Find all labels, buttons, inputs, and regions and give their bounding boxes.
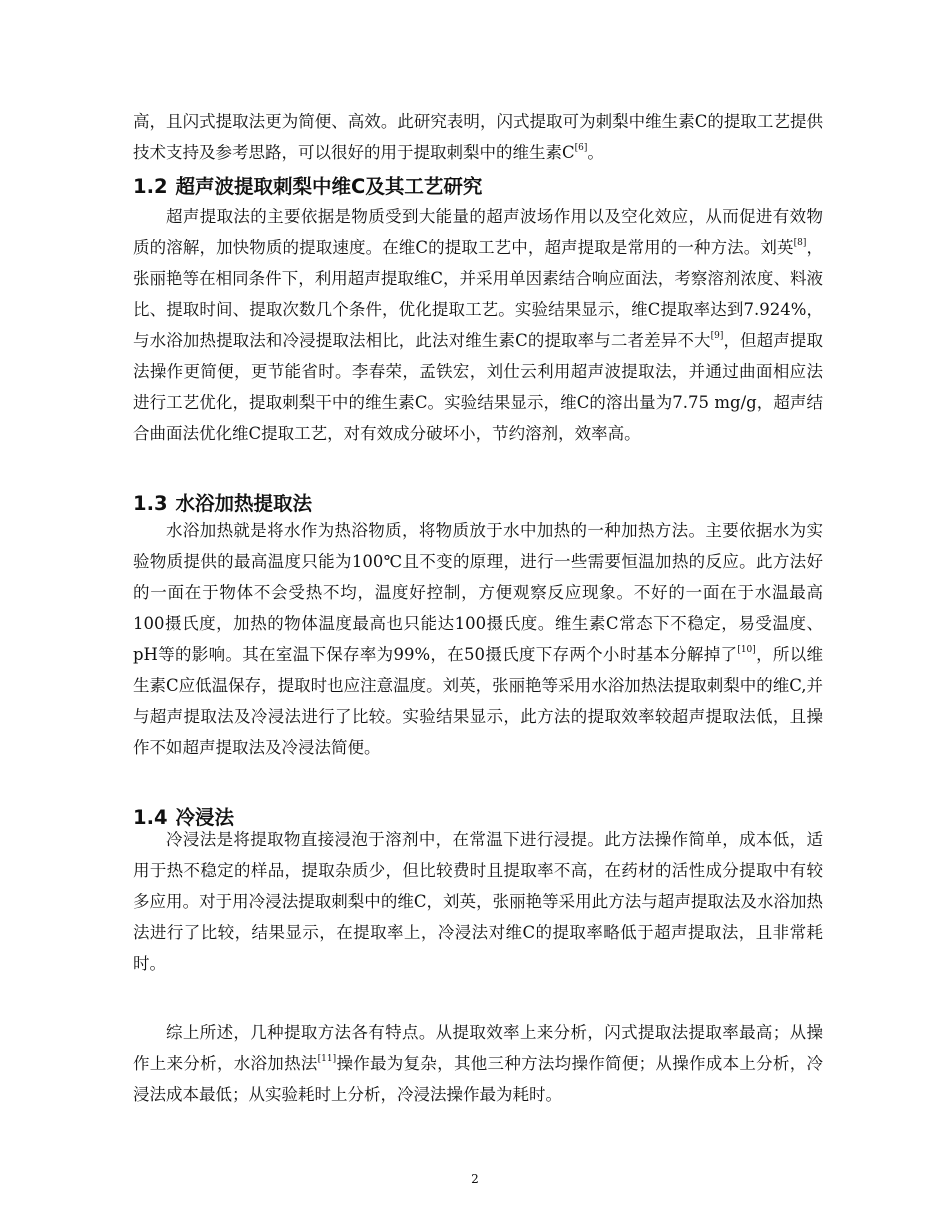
citation-6: [6] [574,143,588,153]
paragraph-text: ，所以维生素C应低温保存，提取时也应注意温度。刘英，张丽艳等采用水浴加热法提取刺梨中的维C,并与超声提取法及冷浸法进行了比较。实验结果显示，此方法的提取效率较超声提取法低，且操作不如超声提取法及冷浸法简便。 [133,645,823,757]
intro-text: 高，且闪式提取法更为简便、高效。此研究表明，闪式提取可为刺梨中维生素C的提取工艺提供技术支持及参考思路，可以很好的用于提取刺梨中的维生素C [133,112,823,162]
section-title: 冷浸法 [175,806,235,829]
citation-10: [10] [737,645,756,655]
paragraph-text: 操作最为复杂，其他三种方法均操作简便；从操作成本上分析，冷浸法成本最低；从实验耗时上分析，冷浸法操作最为耗时。 [133,1054,824,1104]
paragraph-text: ，张丽艳等在相同条件下，利用超声提取维C，并采用单因素结合响应面法，考察溶剂浓度、料液比、提取时间、提取次数几个条件，优化提取工艺。实验结果显示，维C提取率达到7.924%，与水浴加热提取法和冷浸提取法相比，此法对维生素C的提取率与二者差异不大 [133,238,824,350]
section-number: 1.3 [133,492,168,515]
intro-tail: 。 [587,143,604,162]
paragraph-text: 综上所述，几种提取方法各有特点。从提取效率上来分析，闪式提取法提取率最高；从操作上来分析，水浴加热法 [133,1023,823,1073]
citation-9: [9] [710,331,724,341]
intro-paragraph [133,106,823,168]
paragraph-text: 冷浸法是将提取物直接浸泡于溶剂中，在常温下进行浸提。此方法操作简单，成本低，适用于热不稳定的样品，提取杂质少，但比较费时且提取率不高，在药材的活性成分提取中有较多应用。对于用冷浸法提取刺梨中的维C，刘英，张丽艳等采用此方法与超声提取法及水浴加热法进行了比较，结果显示，在提取率上，冷浸法对维C的提取率略低于超声提取法，且非常耗时。 [133,830,823,973]
section-title: 水浴加热提取法 [175,492,313,515]
section-1-4-paragraph [133,824,823,979]
section-1-2-paragraph [133,201,823,449]
section-1-3-paragraph [133,515,823,763]
summary-paragraph [133,1017,823,1110]
section-number: 1.4 [133,806,168,829]
section-heading-1-2 [133,172,482,202]
paragraph-text: 超声提取法的主要依据是物质受到大能量的超声波场作用以及空化效应，从而促进有效物质的溶解，加快物质的提取速度。在维C的提取工艺中，超声提取是常用的一种方法。刘英 [133,207,823,257]
section-title: 超声波提取刺梨中维C及其工艺研究 [175,175,483,198]
paragraph-text: 水浴加热就是将水作为热浴物质，将物质放于水中加热的一种加热方法。主要依据水为实验物质提供的最高温度只能为100℃且不变的原理，进行一些需要恒温加热的反应。此方法好的一面在于物体不会受热不均，温度好控制，方便观察反应现象。不好的一面在于水温最高100摄氏度，加热的物体温度最高也只能达100摄氏度。维生素C常态下不稳定，易受温度、pH等的影响。其在室温下保存率为99%，在50摄氏度下存两个小时基本分解掉了 [133,521,823,664]
page-number: 2 [471,1172,479,1186]
section-number: 1.2 [133,175,168,198]
citation-8: [8] [793,238,807,248]
citation-11: [11] [317,1054,337,1064]
paragraph-text: ，但超声提取法操作更简便，更节能省时。李春荣，孟铁宏，刘仕云利用超声波提取法，并通过曲面相应法进行工艺优化，提取刺梨干中的维生素C。实验结果显示，维C的溶出量为7.75 mg/g，超声结合曲面法优化维C提取工艺，对有效成分破坏小，节约溶剂，效率高。 [133,331,824,443]
